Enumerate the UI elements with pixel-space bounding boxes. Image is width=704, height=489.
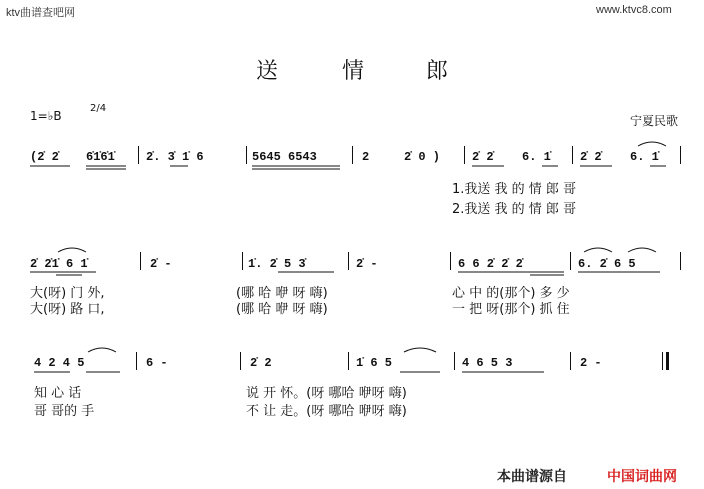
note-group: 1̇. 2̇ 5 3̇ — [248, 257, 306, 271]
time-signature: 2/4 — [90, 103, 107, 114]
watermark-right: www.ktvc8.com — [596, 4, 672, 16]
title-char-1: 送 — [256, 59, 279, 84]
song-origin: 宁夏民歌 — [630, 114, 679, 128]
note-group: 2̇ 2̇ — [580, 150, 602, 164]
note-group: 1̇ 6 5 — [356, 356, 393, 370]
lyrics-verse-1-b: (哪 哈 咿 呀 嗨) — [236, 286, 328, 301]
lyrics-verse-1-c: 心 中 的(那个) 多 少 — [452, 286, 570, 301]
note-group: 5645 6543 — [252, 150, 317, 164]
lyrics-verse-2-c: 一 把 呀(那个) 抓 住 — [452, 302, 570, 317]
watermark-left: ktv曲谱查吧网 — [6, 7, 76, 19]
lyrics-verse-1: 1.我送 我 的 情 郎 哥 — [452, 182, 577, 197]
slur — [628, 248, 656, 252]
note-group: 2̇ 2 — [250, 356, 272, 370]
lyrics-verse-2: 2.我送 我 的 情 郎 哥 — [452, 202, 577, 217]
slur — [584, 248, 612, 252]
slur — [404, 348, 436, 352]
slur — [58, 248, 86, 252]
note-group: (2̇ 2̇ — [30, 150, 59, 164]
note-group: 2̇ - — [150, 257, 172, 271]
lyrics-verse-1-a: 大(呀) 门 外, — [30, 286, 105, 301]
lyrics-verse-2-b: (哪 哈 咿 呀 嗨) — [236, 302, 328, 317]
note-group: 2̇ 2̇1̇ 6 1̇ — [30, 257, 88, 271]
footer-site-name[interactable]: 中国词曲网 — [607, 469, 677, 485]
lyrics-verse-2-b: 不 让 走。(呀 哪哈 咿呀 嗨) — [246, 404, 407, 419]
note-group: 2 — [362, 150, 370, 164]
note-group: 6 6 2̇ 2̇ 2̇ — [458, 257, 523, 271]
lyrics-verse-1-a: 知 心 话 — [34, 386, 82, 401]
note-group: 6. 2̇ 6 5 — [578, 257, 636, 271]
lyrics-verse-1-b: 说 开 怀。(呀 哪哈 咿呀 嗨) — [246, 386, 407, 401]
note-group: 6. 1̇ — [522, 150, 551, 164]
note-group: 6. 1̇ — [630, 150, 659, 164]
lyrics-verse-2-a: 哥 哥的 手 — [34, 404, 95, 419]
title-char-3: 郎 — [426, 59, 449, 84]
note-group: 2̇ - — [356, 257, 378, 271]
lyrics-verse-2-a: 大(呀) 路 口, — [30, 302, 105, 317]
note-group: 2 - — [580, 356, 602, 370]
slur — [88, 348, 116, 352]
note-group: 2̇ 2̇ — [472, 150, 494, 164]
note-group: 2̇. 3̇ 1̇ 6 — [146, 150, 204, 164]
note-group: 6 - — [146, 356, 168, 370]
note-group: 4 2 4 5 — [34, 356, 85, 370]
note-group: 2̇ 0 ) — [404, 150, 441, 164]
note-group: 6̇1̇6̇1̇ — [86, 150, 115, 164]
key-signature: 1=♭B — [30, 109, 62, 123]
slur — [638, 142, 666, 146]
title-char-2: 情 — [342, 59, 365, 84]
note-group: 4 6 5 3 — [462, 356, 513, 370]
footer-source-label: 本曲谱源自 — [497, 469, 567, 485]
